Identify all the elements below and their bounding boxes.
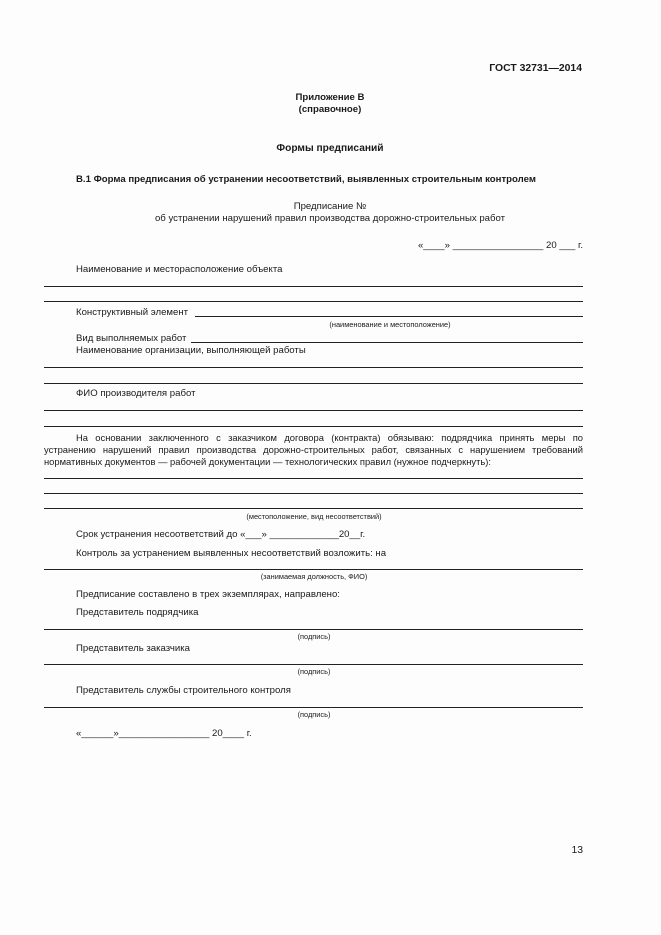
nonconformity-line-1 <box>44 478 583 479</box>
producer-label: ФИО производителя работ <box>76 388 196 399</box>
contractor-signature-caption: (подпись) <box>297 632 331 641</box>
standard-number: ГОСТ 32731—2014 <box>489 63 582 74</box>
producer-line-1 <box>44 410 583 411</box>
paragraph-line-3: нормативных документов — рабочей документации — технологических правил (нужное подчеркнуть): <box>44 456 491 467</box>
bottom-date-line: «______»_________________ 20____ г. <box>76 728 252 739</box>
control-service-signature-caption: (подпись) <box>297 710 331 719</box>
paragraph-line-2: устранению нарушений правил производства дорожно-строительных работ, связанных с нарушением требований <box>44 444 583 455</box>
object-line-2 <box>44 301 583 302</box>
producer-line-2 <box>44 426 583 427</box>
location-caption: (местоположение, вид несоответствий) <box>246 512 382 521</box>
element-caption: (наименование и местоположение) <box>329 320 451 329</box>
deadline-line: Срок устранения несоответствий до «___» _____________20__г. <box>76 529 366 540</box>
control-service-representative: Представитель службы строительного контроля <box>76 685 291 696</box>
customer-representative: Представитель заказчика <box>76 643 190 654</box>
element-label: Конструктивный элемент <box>76 307 189 318</box>
instruction-paragraph <box>44 432 583 468</box>
control-service-signature-line <box>44 707 583 708</box>
appendix-title: Приложение В <box>295 92 365 103</box>
nonconformity-line-3 <box>44 508 583 509</box>
nonconformity-line-2 <box>44 493 583 494</box>
object-line-1 <box>44 286 583 287</box>
customer-signature-caption: (подпись) <box>297 667 331 676</box>
appendix-subtitle: (справочное) <box>298 104 362 115</box>
organization-line-1 <box>44 367 583 368</box>
organization-line-2 <box>44 383 583 384</box>
subsection-title: В.1 Форма предписания об устранении несоответствий, выявленных строительным контролем <box>76 174 536 185</box>
contractor-signature-line <box>44 629 583 630</box>
contractor-representative: Представитель подрядчика <box>76 607 199 618</box>
control-line: Контроль за устранением выявленных несоответствий возложить: на <box>76 548 387 559</box>
object-label: Наименование и месторасположение объекта <box>76 264 283 275</box>
paragraph-line-1: На основании заключенного с заказчиком договора (контракта) обязываю: подрядчика принять меры по <box>76 432 583 443</box>
works-line <box>191 342 583 343</box>
works-label: Вид выполняемых работ <box>76 333 187 344</box>
date-line: «____» _________________ 20 ___ г. <box>417 240 583 251</box>
form-subtitle: об устранении нарушений правил производства дорожно-строительных работ <box>154 213 506 224</box>
page-number: 13 <box>571 845 583 856</box>
form-title: Предписание № <box>293 201 367 212</box>
customer-signature-line <box>44 664 583 665</box>
element-line <box>195 316 583 317</box>
organization-label: Наименование организации, выполняющей работы <box>76 345 306 356</box>
control-assignee-line <box>44 569 583 570</box>
copies-line: Предписание составлено в трех экземплярах, направлено: <box>76 589 340 600</box>
section-title: Формы предписаний <box>276 143 384 154</box>
position-caption: (занимаемая должность, ФИО) <box>260 572 368 581</box>
